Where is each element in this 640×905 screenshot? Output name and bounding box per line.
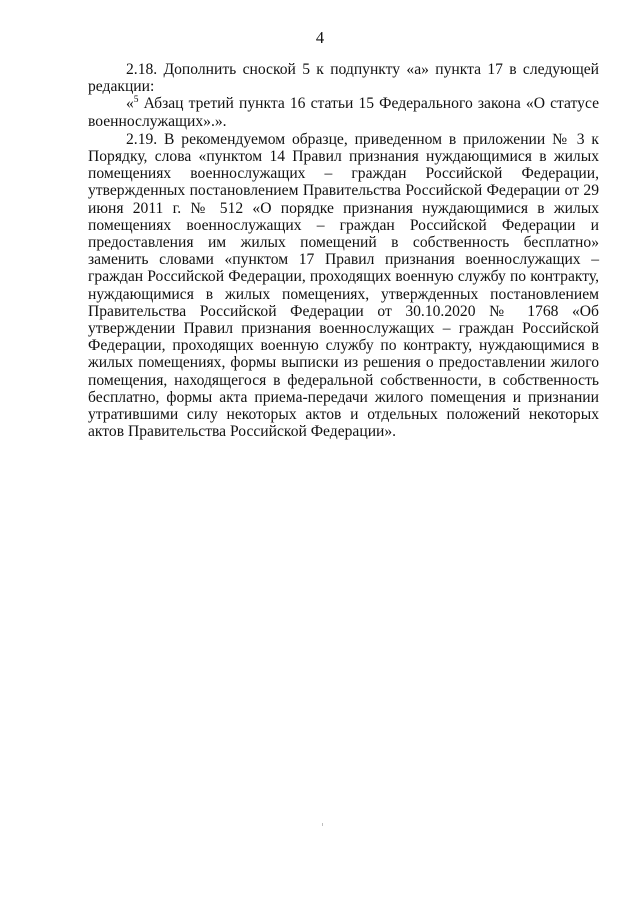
footnote-open-quote: «	[126, 95, 134, 113]
paragraph-2-19: 2.19. В рекомендуемом образце, приведенном в приложении № 3 к Порядку, слова «пунктом 14 Правил признания нуждающимися в жилых помещениях военнослужащих – граждан Российской Федерации, утвержденных постановлением Правительства Российской Федерации от 29 июня 2011 г. № 512 «О порядке признания нуждающимися в жилых помещениях военнослужащих – граждан Российской Федерации и предоставления им жилых помещений в собственность бесплатно» заменить словами «пунктом 17 Правил признания военнослужащих – граждан Российской Федерации, проходящих военную службу по контракту, нуждающимися в жилых помещениях, утвержденных постановлением Правительства Российской Федерации от 30.10.2020 № 1768 «Об утверждении Правил признания военнослужащих – граждан Российской Федерации, проходящих военную службу по контракту, нуждающимися в жилых помещениях, формы выписки из решения о предоставлении жилого помещения, находящегося в федеральной собственности, в собственность бесплатно, формы акта приема-передачи жилого помещения и признании утратившими силу некоторых актов и отдельных положений некоторых актов Правительства Российской Федерации».	[88, 130, 599, 441]
document-body	[88, 61, 599, 440]
footnote-marker: 5	[133, 95, 139, 106]
footnote-text: Абзац третий пункта 16 статьи 15 Федерального закона «О статусе военнослужащих».».	[88, 95, 599, 130]
scan-artifact	[322, 823, 323, 826]
paragraph-2-18: 2.18. Дополнить сноской 5 к подпункту «а» пункта 17 в следующей редакции:	[88, 61, 599, 96]
page-number: 4	[315, 28, 325, 47]
paragraph-footnote-5	[88, 95, 599, 129]
